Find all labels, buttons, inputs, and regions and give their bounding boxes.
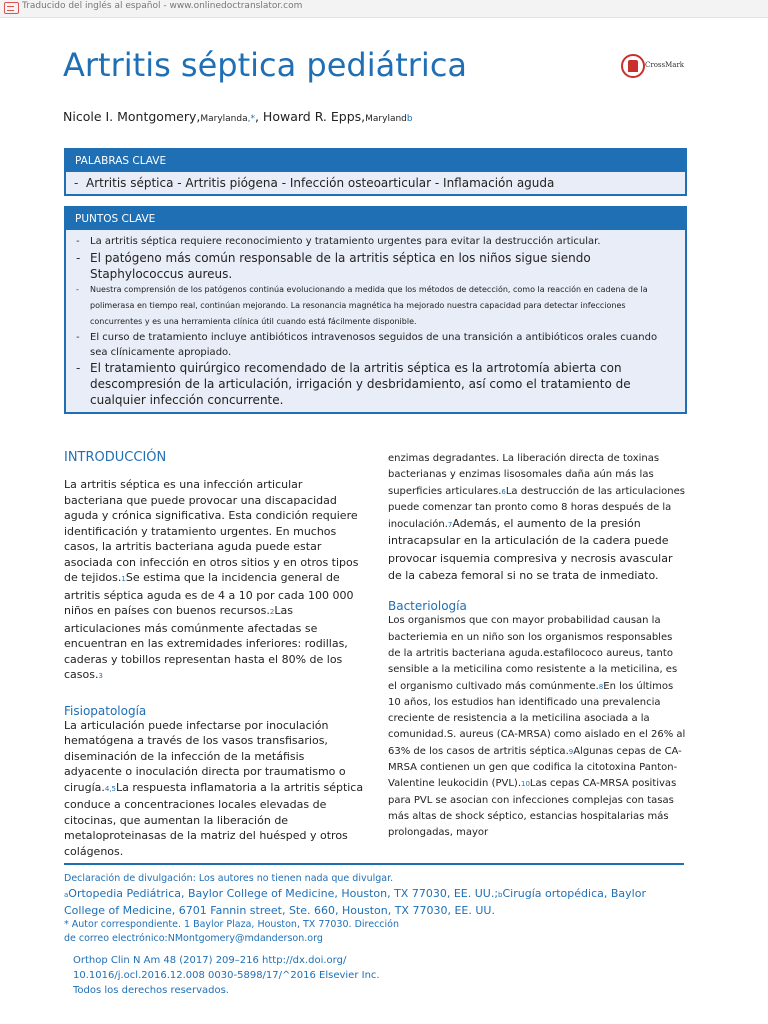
reference-link[interactable]: 3 [98, 672, 103, 680]
reference-link[interactable]: 9 [568, 747, 574, 756]
corresponding-author-mark[interactable]: ,* [247, 114, 255, 124]
intro-paragraph: La artritis séptica es una infección articular bacteriana que puede provocar una discapacidad aguda y crónica significativa. Esta condición requiere identificación y tratamiento urgentes. En muchos casos, la artritis bacteriana aguda puede estar asociada con infección en otros sitios y en otros tipos de tejidos.1Se estima que la incidencia general de artritis séptica aguda es de 4 a 10 por cada 100 000 niños en países con buenos recursos.2Las articulaciones más comúnmente afectadas se encuentran en las extremidades inferiores: rodillas, caderas y tobillos representan hasta el 80% de los casos.3 [64, 478, 359, 681]
key-point-item: - El tratamiento quirúrgico recomendado de la artritis séptica es la artrotomía abierta con descompresión de la articulación, irrigación y desbridamiento, así como el tratamiento de cualquier infección concurrente. [76, 361, 631, 407]
footer-divider [64, 863, 684, 865]
section-heading-bacteriologia: Bacteriología [388, 599, 467, 614]
left-column [64, 450, 364, 859]
crossmark-label: CrossMark [645, 61, 685, 69]
citation-block [73, 953, 380, 998]
key-points-header: PUNTOS CLAVE [66, 208, 685, 230]
translator-logo-icon [4, 2, 19, 14]
continued-paragraph: enzimas degradantes. La liberación directa de toxinas bacterianas y enzimas lisosomales daña aún más las superficies articulares.6La destrucción de las articulaciones puede comenzar tan pronto como 8 horas después de la inoculación.7Además, el aumento de la presión intracapsular en la articulación de la cadera puede provocar isquemia compresiva y necrosis avascular de la cabeza femoral si no se trata de inmediato. [388, 453, 685, 583]
right-column [388, 451, 686, 842]
affiliation-mark[interactable]: b [406, 114, 413, 124]
key-point-item: - Nuestra comprensión de los patógenos continúa evolucionando a medida que los métodos de detección, como la reacción en cadena de la polimerasa en tiempo real, continúan mejorando. La resonancia magnética ha mejorado nuestra capacidad para detectar infecciones concurrentes y es una herramienta clínica útil cuando está fácilmente disponible. [76, 285, 648, 326]
crossmark-icon [621, 54, 645, 78]
author-name: , Howard R. Epps, [254, 109, 366, 124]
key-point-item: - El curso de tratamiento incluye antibióticos intravenosos seguidos de una transición a antibióticos orales cuando sea clínicamente apropiado. [76, 332, 658, 358]
bullet-dash: - [74, 176, 79, 190]
keywords-box [64, 148, 687, 196]
reference-link[interactable]: 4,5 [104, 784, 117, 793]
disclosure-statement: Declaración de divulgación: Los autores no tienen nada que divulgar. [64, 873, 394, 884]
reference-link[interactable]: 8 [598, 682, 604, 691]
key-points-box [64, 206, 687, 414]
key-point-item: - El patógeno más común responsable de la artritis séptica en los niños sigue siendo Staphylococcus aureus. [76, 251, 591, 281]
reference-link[interactable]: 1 [121, 575, 126, 583]
reference-link[interactable]: 7 [447, 521, 453, 530]
bacteriologia-paragraph: Los organismos que con mayor probabilidad causan la bacteriemia en un niño son los organismos responsables de la artritis bacteriana aguda.estafilococo aureus, tanto sensible a la meticilina como resistente a la meticilina, es el organismo cultivado más comúnmente.8En los últimos 10 años, los estudios han identificado una prevalencia creciente de resistencia a la meticilina asociada a la comunidad.S. aureus (CA-MRSA) como aislado en el 26% al 63% de los casos de artritis séptica.9Algunas cepas de CA-MRSA contienen un gen que codifica la citotoxina Panton-Valentine leukocidin (PVL).10Las cepas CA-MRSA positivas para PVL se asocian con infecciones complejas con tasas más altas de shock séptico, estancias hospitalarias más prolongadas, mayor [388, 615, 686, 839]
reference-link[interactable]: 2 [269, 608, 275, 616]
affiliations: aOrtopedia Pediátrica, Baylor College of Medicine, Houston, TX 77030, EE. UU.;bCirugía ortopédica, Baylor College of Medicine, 6701 Fannin street, Ste. 660, Houston, TX 77030, EE. UU. [64, 887, 646, 917]
fisio-paragraph: La articulación puede infectarse por inoculación hematógena a través de los vasos transfisarios, diseminación de la infección de la metáfisis adyacente o inoculación directa por traumatismo o cirugía.4,5La respuesta inflamatoria a la artritis séptica conduce a concentraciones locales elevadas de citocinas, que aumentan la liberación de metaloproteinasas de la matriz del huésped y otros colágenos. [64, 718, 364, 858]
translator-link[interactable]: Traducido del inglés al español - www.onlinedoctranslator.com [22, 1, 303, 11]
keywords-text: Artritis séptica - Artritis piógena - Infección osteoarticular - Inflamación aguda [86, 176, 555, 190]
crossmark-badge[interactable] [621, 54, 685, 80]
keywords-header: PALABRAS CLAVE [66, 150, 685, 172]
corresponding-author: * Autor correspondiente. 1 Baylor Plaza, Houston, TX 77030. Dirección [64, 919, 399, 930]
author-email-link[interactable]: de correo electrónico:NMontgomery@mdanderson.org [64, 933, 323, 944]
key-point-item: - La artritis séptica requiere reconocimiento y tratamiento urgentes para evitar la destrucción articular. [76, 236, 601, 247]
citation-line[interactable]: Orthop Clin N Am 48 (2017) 209–216 http://dx.doi.org/ [73, 955, 347, 966]
reference-link[interactable]: 10 [521, 780, 530, 789]
footer-notes [64, 872, 684, 946]
translator-bar [0, 0, 768, 18]
citation-line: Todos los derechos reservados. [73, 985, 229, 996]
author-name: Nicole I. Montgomery, [63, 109, 201, 124]
author-affiliation: Maryland [365, 114, 407, 124]
citation-line: 10.1016/j.ocl.2016.12.008 0030-5898/17/^2016 Elsevier Inc. [73, 970, 380, 981]
section-heading-introduccion: INTRODUCCIÓN [64, 450, 167, 465]
key-points-list [66, 230, 685, 412]
author-affiliation: Marylanda [200, 114, 248, 124]
reference-link[interactable]: 6 [501, 487, 506, 496]
section-heading-fisiopatologia: Fisiopatología [64, 703, 147, 718]
author-list [63, 109, 413, 124]
article-title: Artritis séptica pediátrica [63, 46, 468, 84]
keywords-list [66, 172, 685, 194]
